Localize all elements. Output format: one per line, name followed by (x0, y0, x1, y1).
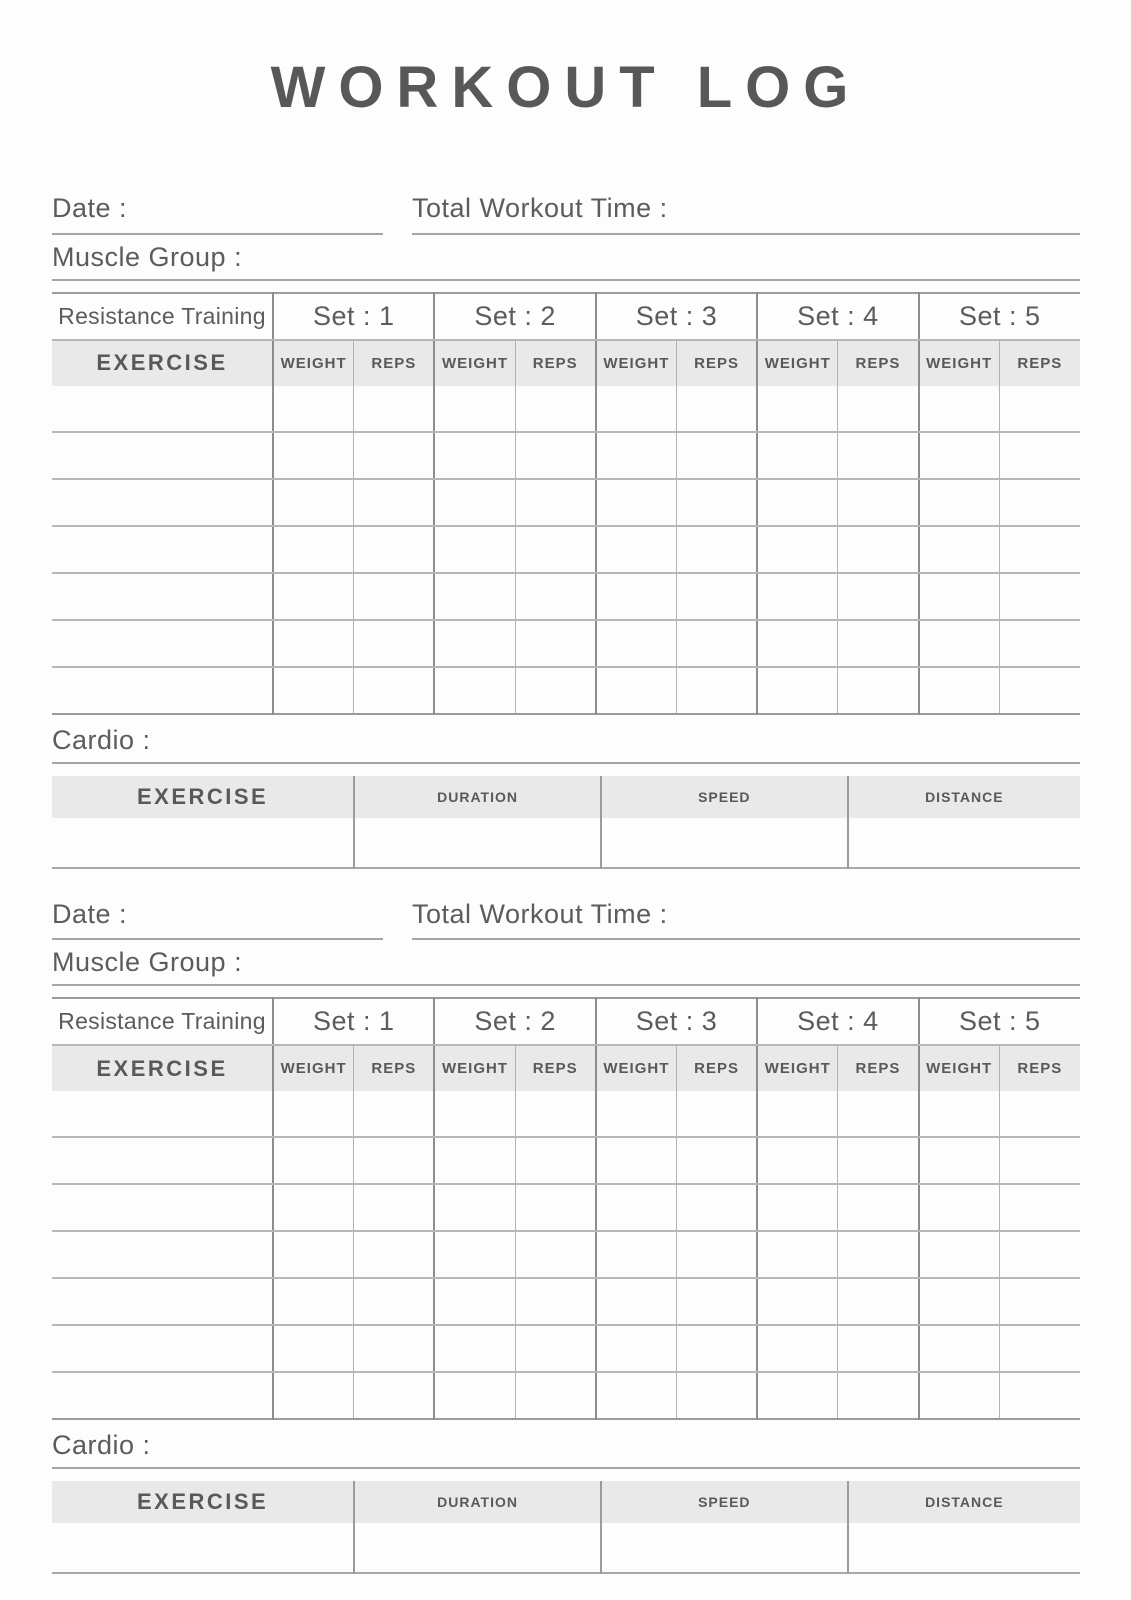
set-5-reps-cell[interactable] (999, 1325, 1080, 1372)
speed-cell[interactable] (601, 818, 848, 868)
set-5-weight-cell[interactable] (919, 573, 1000, 620)
date-field[interactable] (52, 192, 383, 235)
set-3-reps-cell[interactable] (676, 1278, 757, 1325)
set-2-reps-cell[interactable] (515, 667, 596, 714)
duration-cell[interactable] (354, 818, 601, 868)
set-4-reps-cell[interactable] (838, 386, 919, 432)
resistance-entry-row (52, 386, 1080, 432)
set-5-weight-cell[interactable] (919, 667, 1000, 714)
set-5-reps-cell[interactable] (999, 1184, 1080, 1231)
resistance-entry-row (52, 432, 1080, 479)
exercise-cell[interactable] (52, 1231, 273, 1278)
set-2-reps-cell[interactable] (515, 1137, 596, 1184)
set-4-reps-cell[interactable] (838, 667, 919, 714)
resistance-entry-rows (52, 386, 1080, 714)
cardio-speed-header: SPEED (601, 1481, 848, 1523)
set-2-reps-cell[interactable] (515, 1372, 596, 1419)
resistance-entry-row (52, 1184, 1080, 1231)
page-title: WORKOUT LOG (270, 55, 862, 120)
total-workout-time-field[interactable] (412, 192, 1080, 235)
set-2-weight-header: WEIGHT (434, 1045, 515, 1091)
set-3-weight-cell[interactable] (596, 1184, 677, 1231)
set-2-weight-cell[interactable] (434, 620, 515, 667)
cardio-distance-header: DISTANCE (848, 776, 1080, 818)
cardio-header-row (52, 1481, 1080, 1523)
exercise-column-header: EXERCISE (52, 340, 273, 386)
set-4-weight-cell[interactable] (757, 1278, 838, 1325)
set-1-weight-cell[interactable] (273, 1184, 354, 1231)
set-1-reps-cell[interactable] (354, 1091, 435, 1137)
set-2-reps-cell[interactable] (515, 479, 596, 526)
set-2-weight-cell[interactable] (434, 1231, 515, 1278)
resistance-training-table (52, 997, 1080, 1420)
muscle-group-field[interactable] (52, 241, 1080, 281)
set-1-reps-header: REPS (354, 1045, 435, 1091)
resistance-entry-row (52, 1278, 1080, 1325)
log-section-2 (52, 898, 1080, 1574)
set-2-weight-cell[interactable] (434, 573, 515, 620)
set-4-reps-cell[interactable] (838, 573, 919, 620)
set-3-reps-header: REPS (676, 1045, 757, 1091)
set-4-reps-cell[interactable] (838, 432, 919, 479)
set-2-weight-cell[interactable] (434, 1137, 515, 1184)
cardio-entry-row (52, 1523, 1080, 1573)
exercise-cell[interactable] (52, 1372, 273, 1419)
set-3-reps-cell[interactable] (676, 526, 757, 573)
exercise-cell[interactable] (52, 667, 273, 714)
cardio-exercise-header: EXERCISE (52, 776, 354, 818)
set-2-weight-cell[interactable] (434, 432, 515, 479)
set-1-weight-cell[interactable] (273, 1231, 354, 1278)
exercise-cell[interactable] (52, 1278, 273, 1325)
set-3-weight-cell[interactable] (596, 1278, 677, 1325)
set-2-reps-cell[interactable] (515, 573, 596, 620)
exercise-cell[interactable] (52, 573, 273, 620)
resistance-entry-row (52, 526, 1080, 573)
set-4-weight-cell[interactable] (757, 1184, 838, 1231)
set-2-weight-header: WEIGHT (434, 340, 515, 386)
set-1-weight-cell[interactable] (273, 1137, 354, 1184)
set-3-weight-cell[interactable] (596, 573, 677, 620)
set-1-reps-cell[interactable] (354, 667, 435, 714)
set-1-weight-cell[interactable] (273, 386, 354, 432)
set-1-weight-cell[interactable] (273, 667, 354, 714)
set-2-reps-cell[interactable] (515, 1091, 596, 1137)
set-3-weight-cell[interactable] (596, 1137, 677, 1184)
cardio-label: Cardio : (52, 1430, 151, 1461)
set-2-header: Set : 2 (434, 998, 595, 1045)
distance-cell[interactable] (848, 1523, 1080, 1573)
resistance-training-label: Resistance Training (52, 293, 273, 340)
set-4-weight-cell[interactable] (757, 1325, 838, 1372)
set-3-weight-cell[interactable] (596, 386, 677, 432)
cardio-table (52, 776, 1080, 869)
set-1-reps-cell[interactable] (354, 1231, 435, 1278)
set-4-weight-cell[interactable] (757, 573, 838, 620)
column-header-row (52, 340, 1080, 386)
set-4-weight-cell[interactable] (757, 1372, 838, 1419)
date-time-row (52, 192, 1080, 235)
set-1-reps-cell[interactable] (354, 479, 435, 526)
set-2-weight-cell[interactable] (434, 1325, 515, 1372)
set-4-header: Set : 4 (757, 293, 918, 340)
set-4-weight-cell[interactable] (757, 667, 838, 714)
set-4-weight-cell[interactable] (757, 1231, 838, 1278)
set-4-weight-header: WEIGHT (757, 340, 838, 386)
set-1-reps-cell[interactable] (354, 432, 435, 479)
set-3-reps-cell[interactable] (676, 479, 757, 526)
cardio-exercise-cell[interactable] (52, 818, 354, 868)
set-1-weight-cell[interactable] (273, 573, 354, 620)
resistance-entry-row (52, 1325, 1080, 1372)
set-3-reps-cell[interactable] (676, 1231, 757, 1278)
set-5-reps-cell[interactable] (999, 620, 1080, 667)
set-1-weight-cell[interactable] (273, 1091, 354, 1137)
set-4-reps-header: REPS (838, 340, 919, 386)
set-3-reps-cell[interactable] (676, 386, 757, 432)
resistance-entry-row (52, 479, 1080, 526)
set-3-reps-cell[interactable] (676, 432, 757, 479)
resistance-entry-row (52, 1231, 1080, 1278)
exercise-cell[interactable] (52, 1091, 273, 1137)
cardio-field[interactable] (52, 724, 1080, 764)
resistance-entry-row (52, 1372, 1080, 1419)
set-5-weight-cell[interactable] (919, 479, 1000, 526)
total-workout-time-label: Total Workout Time : (412, 193, 668, 224)
set-3-weight-cell[interactable] (596, 526, 677, 573)
cardio-distance-header: DISTANCE (848, 1481, 1080, 1523)
set-2-reps-cell[interactable] (515, 1278, 596, 1325)
cardio-entry-rows (52, 818, 1080, 868)
set-3-reps-cell[interactable] (676, 1372, 757, 1419)
set-5-reps-cell[interactable] (999, 386, 1080, 432)
set-2-weight-cell[interactable] (434, 1372, 515, 1419)
set-1-reps-cell[interactable] (354, 1137, 435, 1184)
muscle-group-label: Muscle Group : (52, 947, 243, 978)
set-3-weight-cell[interactable] (596, 1325, 677, 1372)
set-5-header: Set : 5 (919, 293, 1080, 340)
date-time-row (52, 898, 1080, 941)
set-5-weight-cell[interactable] (919, 1325, 1000, 1372)
set-2-header: Set : 2 (434, 293, 595, 340)
set-3-reps-cell[interactable] (676, 1137, 757, 1184)
set-5-reps-header: REPS (999, 340, 1080, 386)
exercise-cell[interactable] (52, 432, 273, 479)
set-1-reps-header: REPS (354, 340, 435, 386)
set-5-reps-cell[interactable] (999, 667, 1080, 714)
set-3-weight-cell[interactable] (596, 1091, 677, 1137)
set-5-reps-cell[interactable] (999, 573, 1080, 620)
column-header-row (52, 1045, 1080, 1091)
date-label: Date : (52, 898, 128, 929)
set-1-reps-cell[interactable] (354, 573, 435, 620)
set-3-reps-cell[interactable] (676, 1184, 757, 1231)
resistance-entry-row (52, 573, 1080, 620)
set-4-weight-cell[interactable] (757, 432, 838, 479)
set-5-header: Set : 5 (919, 998, 1080, 1045)
set-5-weight-cell[interactable] (919, 1091, 1000, 1137)
date-field[interactable] (52, 898, 383, 941)
cardio-entry-row (52, 818, 1080, 868)
set-1-weight-cell[interactable] (273, 1372, 354, 1419)
resistance-entry-row (52, 1091, 1080, 1137)
set-1-header: Set : 1 (273, 998, 434, 1045)
set-5-weight-cell[interactable] (919, 432, 1000, 479)
set-3-header: Set : 3 (596, 998, 757, 1045)
resistance-entry-rows (52, 1091, 1080, 1419)
resistance-entry-row (52, 620, 1080, 667)
set-2-weight-cell[interactable] (434, 667, 515, 714)
set-5-reps-cell[interactable] (999, 1137, 1080, 1184)
set-5-weight-cell[interactable] (919, 1278, 1000, 1325)
set-4-reps-cell[interactable] (838, 1137, 919, 1184)
set-5-weight-cell[interactable] (919, 1184, 1000, 1231)
exercise-cell[interactable] (52, 1325, 273, 1372)
set-4-weight-cell[interactable] (757, 526, 838, 573)
set-5-weight-cell[interactable] (919, 1372, 1000, 1419)
set-2-weight-cell[interactable] (434, 1091, 515, 1137)
set-1-weight-cell[interactable] (273, 479, 354, 526)
set-2-weight-cell[interactable] (434, 1278, 515, 1325)
cardio-table (52, 1481, 1080, 1574)
set-5-weight-cell[interactable] (919, 1137, 1000, 1184)
set-5-weight-header: WEIGHT (919, 340, 1000, 386)
set-4-reps-cell[interactable] (838, 526, 919, 573)
set-4-reps-cell[interactable] (838, 1325, 919, 1372)
set-2-reps-header: REPS (515, 1045, 596, 1091)
set-1-reps-cell[interactable] (354, 1325, 435, 1372)
set-2-reps-cell[interactable] (515, 526, 596, 573)
speed-cell[interactable] (601, 1523, 848, 1573)
set-4-reps-cell[interactable] (838, 1231, 919, 1278)
set-3-weight-cell[interactable] (596, 1372, 677, 1419)
set-3-weight-cell[interactable] (596, 479, 677, 526)
set-5-weight-cell[interactable] (919, 1231, 1000, 1278)
set-1-weight-cell[interactable] (273, 1278, 354, 1325)
set-header-row (52, 293, 1080, 340)
set-2-weight-cell[interactable] (434, 386, 515, 432)
set-3-weight-cell[interactable] (596, 620, 677, 667)
cardio-exercise-cell[interactable] (52, 1523, 354, 1573)
set-4-weight-cell[interactable] (757, 479, 838, 526)
set-3-reps-cell[interactable] (676, 1325, 757, 1372)
cardio-label: Cardio : (52, 724, 151, 755)
date-label: Date : (52, 193, 128, 224)
set-4-reps-cell[interactable] (838, 479, 919, 526)
set-3-reps-cell[interactable] (676, 573, 757, 620)
set-4-reps-cell[interactable] (838, 1372, 919, 1419)
set-2-reps-cell[interactable] (515, 1231, 596, 1278)
set-3-weight-cell[interactable] (596, 1231, 677, 1278)
set-4-weight-cell[interactable] (757, 386, 838, 432)
resistance-training-table (52, 292, 1080, 715)
set-3-reps-cell[interactable] (676, 667, 757, 714)
cardio-duration-header: DURATION (354, 1481, 601, 1523)
set-2-reps-cell[interactable] (515, 432, 596, 479)
set-2-weight-cell[interactable] (434, 479, 515, 526)
cardio-entry-rows (52, 1523, 1080, 1573)
set-3-weight-cell[interactable] (596, 432, 677, 479)
set-3-weight-header: WEIGHT (596, 1045, 677, 1091)
set-5-weight-cell[interactable] (919, 386, 1000, 432)
set-2-reps-cell[interactable] (515, 386, 596, 432)
set-4-reps-cell[interactable] (838, 1278, 919, 1325)
set-4-weight-cell[interactable] (757, 1091, 838, 1137)
set-5-weight-cell[interactable] (919, 526, 1000, 573)
set-5-reps-cell[interactable] (999, 1091, 1080, 1137)
set-5-reps-cell[interactable] (999, 1372, 1080, 1419)
set-header-row (52, 998, 1080, 1045)
set-5-reps-cell[interactable] (999, 479, 1080, 526)
set-4-weight-cell[interactable] (757, 1137, 838, 1184)
set-5-reps-cell[interactable] (999, 432, 1080, 479)
cardio-speed-header: SPEED (601, 776, 848, 818)
exercise-column-header: EXERCISE (52, 1045, 273, 1091)
cardio-exercise-header: EXERCISE (52, 1481, 354, 1523)
total-workout-time-label: Total Workout Time : (412, 898, 668, 929)
set-3-weight-cell[interactable] (596, 667, 677, 714)
set-1-weight-cell[interactable] (273, 432, 354, 479)
set-1-reps-cell[interactable] (354, 620, 435, 667)
set-3-reps-header: REPS (676, 340, 757, 386)
distance-cell[interactable] (848, 818, 1080, 868)
log-section-1 (52, 192, 1080, 868)
set-4-reps-cell[interactable] (838, 620, 919, 667)
set-1-reps-cell[interactable] (354, 526, 435, 573)
resistance-training-label: Resistance Training (52, 998, 273, 1045)
set-1-reps-cell[interactable] (354, 1184, 435, 1231)
set-5-reps-cell[interactable] (999, 526, 1080, 573)
set-2-weight-cell[interactable] (434, 1184, 515, 1231)
set-1-weight-header: WEIGHT (273, 340, 354, 386)
set-4-reps-cell[interactable] (838, 1091, 919, 1137)
set-5-reps-cell[interactable] (999, 1231, 1080, 1278)
set-4-header: Set : 4 (757, 998, 918, 1045)
exercise-cell[interactable] (52, 386, 273, 432)
set-4-reps-header: REPS (838, 1045, 919, 1091)
resistance-entry-row (52, 667, 1080, 714)
exercise-cell[interactable] (52, 620, 273, 667)
set-1-weight-cell[interactable] (273, 526, 354, 573)
exercise-cell[interactable] (52, 526, 273, 573)
set-3-reps-cell[interactable] (676, 620, 757, 667)
set-1-header: Set : 1 (273, 293, 434, 340)
set-2-weight-cell[interactable] (434, 526, 515, 573)
set-3-weight-header: WEIGHT (596, 340, 677, 386)
set-5-reps-header: REPS (999, 1045, 1080, 1091)
set-5-weight-header: WEIGHT (919, 1045, 1000, 1091)
set-4-weight-cell[interactable] (757, 620, 838, 667)
set-5-weight-cell[interactable] (919, 620, 1000, 667)
resistance-entry-row (52, 1137, 1080, 1184)
exercise-cell[interactable] (52, 1137, 273, 1184)
set-4-reps-cell[interactable] (838, 1184, 919, 1231)
set-1-reps-cell[interactable] (354, 386, 435, 432)
set-1-reps-cell[interactable] (354, 1278, 435, 1325)
total-workout-time-field[interactable] (412, 898, 1080, 941)
duration-cell[interactable] (354, 1523, 601, 1573)
set-1-reps-cell[interactable] (354, 1372, 435, 1419)
muscle-group-label: Muscle Group : (52, 242, 243, 273)
set-2-reps-header: REPS (515, 340, 596, 386)
set-3-header: Set : 3 (596, 293, 757, 340)
set-2-reps-cell[interactable] (515, 1184, 596, 1231)
cardio-header-row (52, 776, 1080, 818)
set-4-weight-header: WEIGHT (757, 1045, 838, 1091)
muscle-group-field[interactable] (52, 946, 1080, 986)
set-2-reps-cell[interactable] (515, 620, 596, 667)
cardio-duration-header: DURATION (354, 776, 601, 818)
set-3-reps-cell[interactable] (676, 1091, 757, 1137)
cardio-field[interactable] (52, 1429, 1080, 1469)
exercise-cell[interactable] (52, 1184, 273, 1231)
set-2-reps-cell[interactable] (515, 1325, 596, 1372)
exercise-cell[interactable] (52, 479, 273, 526)
set-1-weight-cell[interactable] (273, 1325, 354, 1372)
set-1-weight-header: WEIGHT (273, 1045, 354, 1091)
set-5-reps-cell[interactable] (999, 1278, 1080, 1325)
set-1-weight-cell[interactable] (273, 620, 354, 667)
